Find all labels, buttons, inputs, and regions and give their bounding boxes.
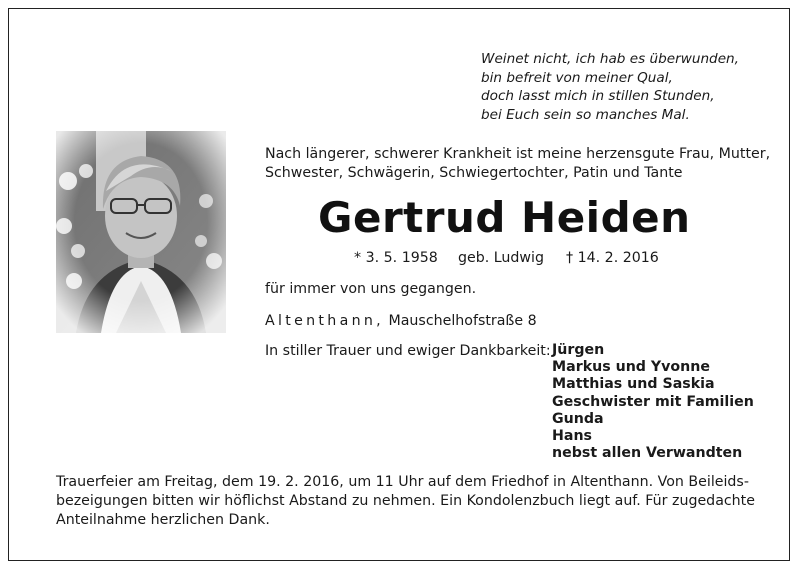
footer-line: Anteilnahme herzlichen Dank. [56, 512, 270, 528]
intro-text [265, 145, 770, 183]
intro-line: Nach längerer, schwerer Krankheit ist meine herzensgute Frau, Mutter, [265, 146, 771, 162]
address [265, 313, 537, 329]
poem-line: Weinet nicht, ich hab es überwunden, [481, 51, 739, 67]
address-town: Altenthann, [265, 313, 384, 329]
mourning-label: In stiller Trauer und ewiger Dankbarkeit: [265, 343, 551, 359]
deceased-name: Gertrud Heiden [318, 193, 691, 242]
portrait-photo [56, 131, 226, 333]
mourner-name: Matthias und Saskia [552, 376, 715, 393]
mourners-list [552, 342, 754, 462]
gone-text: für immer von uns gegangen. [265, 281, 477, 297]
poem [481, 50, 739, 124]
birth-date: * 3. 5. 1958 [354, 250, 438, 266]
poem-line: bei Euch sein so manches Mal. [481, 106, 690, 123]
mourner-name: Jürgen [552, 342, 605, 358]
mourner-name: Hans [552, 428, 592, 445]
mourner-name: nebst allen Verwandten [552, 445, 743, 462]
maiden-name: geb. Ludwig [458, 250, 544, 266]
funeral-notice [56, 473, 756, 530]
mourner-name: Gunda [552, 410, 604, 427]
intro-line: Schwester, Schwägerin, Schwiegertochter, Patin und Tante [265, 165, 683, 181]
address-street: Mauschelhofstraße 8 [383, 313, 537, 329]
footer-line: Trauerfeier am Freitag, dem 19. 2. 2016, um 11 Uhr auf dem Friedhof in Altenthann. Von Beileids- [56, 474, 749, 490]
mourner-name: Geschwister mit Familien [552, 393, 754, 410]
footer-line: bezeigungen bitten wir höflichst Abstand zu nehmen. Ein Kondolenzbuch liegt auf. Für zugedachte [56, 493, 755, 509]
poem-line: bin befreit von meiner Qual, [481, 69, 673, 86]
poem-line: doch lasst mich in stillen Stunden, [481, 88, 715, 104]
death-date: † 14. 2. 2016 [566, 250, 659, 266]
mourner-name: Markus und Yvonne [552, 359, 710, 376]
